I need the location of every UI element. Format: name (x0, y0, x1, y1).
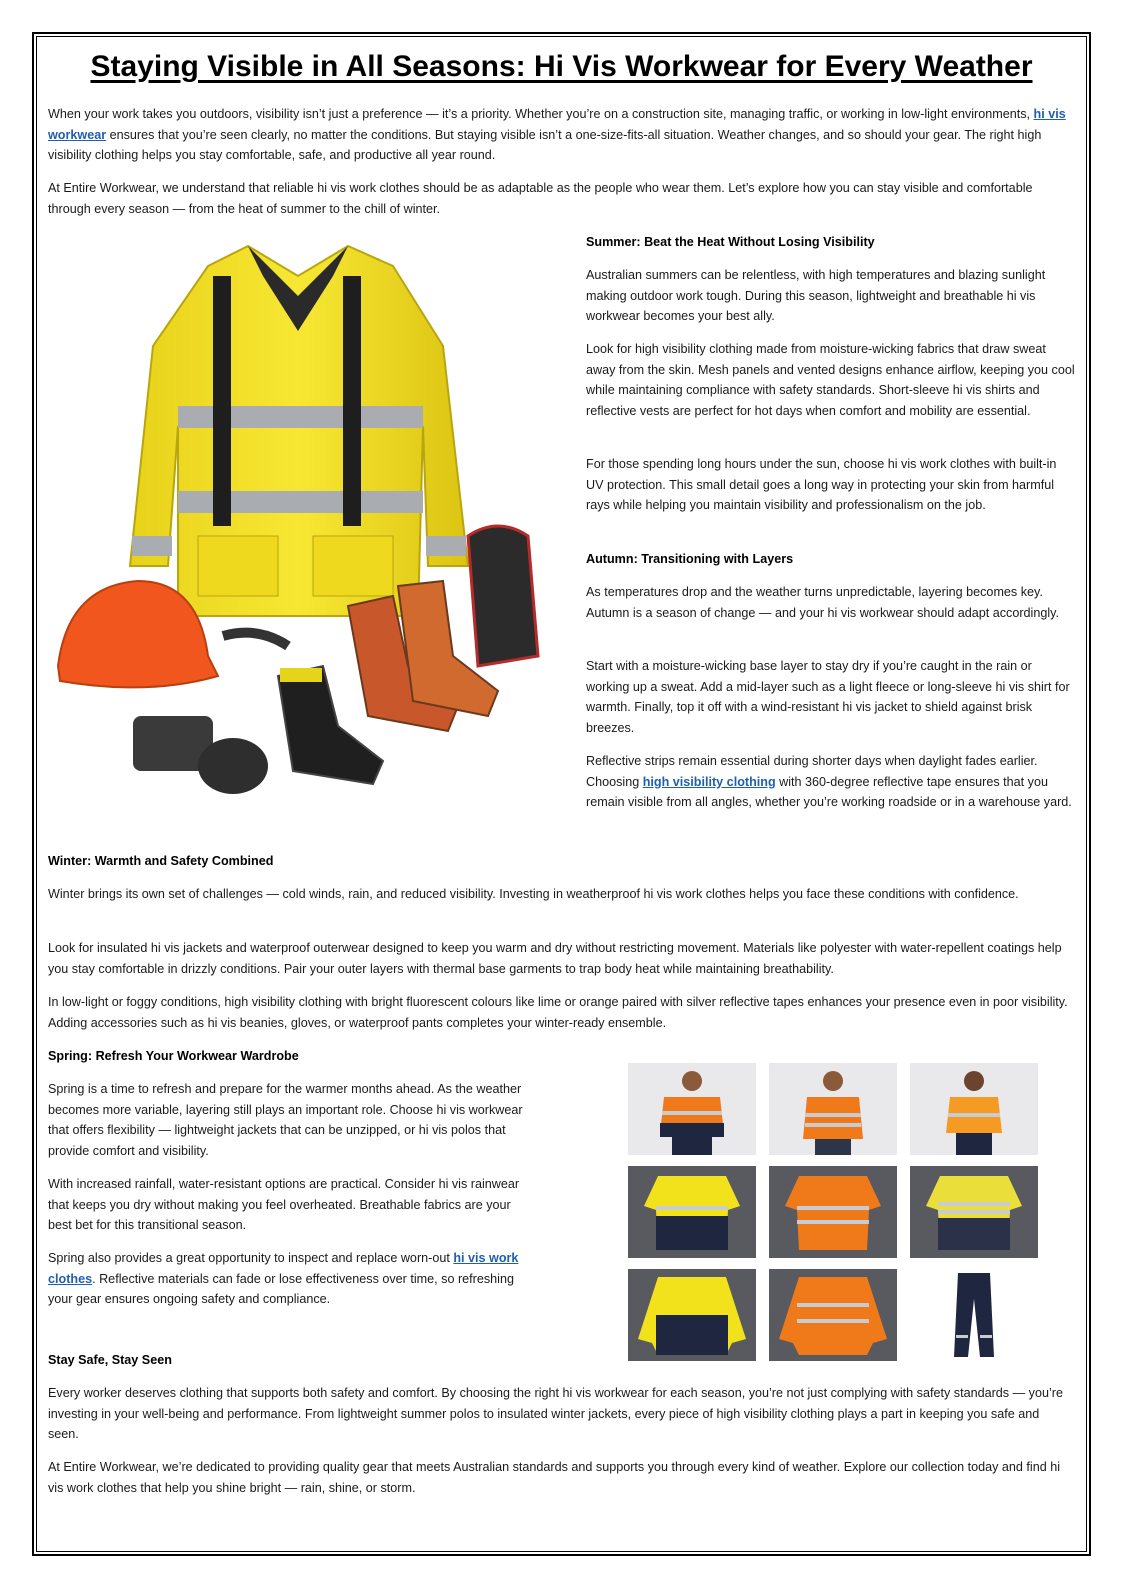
autumn-heading: Autumn: Transitioning with Layers (586, 552, 794, 566)
jacket-pocket-right (313, 536, 393, 596)
product-yellow-navy-shirt[interactable] (628, 1166, 756, 1258)
product-image-grid (628, 1063, 1038, 1363)
autumn-paragraph-1: As temperatures drop and the weather turns unpredictable, layering becomes key. Autumn is a season of change — and your hi vis workwear should adapt accordingly. (586, 585, 1059, 620)
product-orange-shirt[interactable] (769, 1166, 897, 1258)
intro-paragraph-2: At Entire Workwear, we understand that reliable hi vis work clothes should be as adaptable as the people who wear them. Let’s explore how you can stay visible and comfortable through every season — from the heat of summer to the chill of winter. (48, 181, 1033, 216)
summer-paragraph-2: Look for high visibility clothing made from moisture-wicking fabrics that draw sweat away from the skin. Mesh panels and vented designs enhance airflow, keeping you cool while maintaining compliance with safety standards. Short-sleeve hi vis shirts and reflective vests are perfect for hot days when comfort and mobility are essential. (586, 342, 1075, 418)
product-navy-pants[interactable] (910, 1269, 1038, 1361)
reflective-band-right-sleeve (426, 536, 466, 556)
intro-text-before: When your work takes you outdoors, visibility isn’t just a preference — it’s a priority. Whether you’re on a construction site, managing traffic, or working in low-light environments, (48, 107, 1034, 121)
winter-heading: Winter: Warmth and Safety Combined (48, 854, 274, 868)
product-model-orange-navy-shirt[interactable] (628, 1063, 756, 1155)
autumn-text-after: with 360-degree reflective tape ensures that you remain visible from all angles, whether you’re working roadside or in a warehouse yard. (586, 774, 1072, 810)
high-visibility-clothing-link[interactable]: high visibility clothing (642, 774, 776, 789)
safety-glasses (223, 633, 288, 646)
harness-strap-right (343, 276, 361, 526)
spring-text-after: . Reflective materials can fade or lose effectiveness over time, so refreshing your gear ensures ongoing safety and compliance. (48, 1271, 514, 1307)
summer-paragraph-1: Australian summers can be relentless, with high temperatures and blazing sunlight making outdoor work tough. During this season, lightweight and breathable hi vis workwear becomes your best ally. (586, 268, 1046, 324)
hi-vis-work-clothes-link[interactable]: hi vis work clothes (48, 1251, 519, 1286)
spring-paragraph-1: Spring is a time to refresh and prepare for the warmer months ahead. As the weather becomes more variable, layering still plays an important role. Choose hi vis workwear that offers flexibility — lightweight jackets that can be unzipped, or hi vis polos that provide comfort and visibility. (48, 1082, 523, 1158)
intro-paragraph-1 (48, 104, 1068, 166)
intro-text-after: ensures that you’re seen clearly, no matter the conditions. But staying visible isn’t a one-size-fits-all situation. Weather changes, and so should your gear. The right high visibility clothing helps you stay comfortable, safe, and productive all year round. (48, 127, 1042, 163)
closing-paragraph-1: Every worker deserves clothing that supports both safety and comfort. By choosing the right hi vis workwear for each season, you’re not just complying with safety standards — you’re investing in your well-being and performance. From lightweight summer polos to insulated winter jackets, every piece of high visibility clothing plays a part in keeping you safe and seen. (48, 1386, 1063, 1442)
product-model-female-orange-shirt[interactable] (910, 1063, 1038, 1155)
autumn-text-before: Reflective strips remain essential during shorter days when daylight fades earlier. Choosing (586, 754, 1038, 789)
hi-vis-workwear-link[interactable]: hi vis workwear (48, 107, 1066, 142)
closing-paragraph-2: At Entire Workwear, we’re dedicated to providing quality gear that meets Australian standards and supports you through every kind of weather. Explore our collection today and find hi vis work clothes that help you shine bright — rain, shine, or storm. (48, 1460, 1061, 1495)
winter-paragraph-3: In low-light or foggy conditions, high visibility clothing with bright fluorescent colours like lime or orange paired with silver reflective tapes enhances your presence even in poor visibility. Adding accessories such as hi vis beanies, gloves, or waterproof pants completes your winter-ready ensemble. (48, 995, 1068, 1030)
spring-paragraph-2: With increased rainfall, water-resistant options are practical. Consider hi vis rainwear that keeps you dry without making you feel overheated. Breathable fabrics are your best bet for this transitional season. (48, 1177, 520, 1233)
hero-workwear-illustration (48, 236, 560, 836)
page-title: Staying Visible in All Seasons: Hi Vis Workwear for Every Weather (90, 50, 1033, 83)
closing-heading: Stay Safe, Stay Seen (48, 1353, 172, 1367)
jacket-pocket-left (198, 536, 278, 596)
ear-muff-device (198, 738, 268, 794)
product-yellow-navy-shirt-2[interactable] (910, 1166, 1038, 1258)
spring-heading: Spring: Refresh Your Workwear Wardrobe (48, 1049, 299, 1063)
autumn-paragraph-2: Start with a moisture-wicking base layer to stay dry if you’re caught in the rain or working up a sweat. Add a mid-layer such as a light fleece or long-sleeve hi vis shirt for warmth. Finally, top it off with a wind-resistant hi vis jacket to shield against brisk breezes. (586, 659, 1070, 735)
spring-paragraph-3 (48, 1248, 538, 1310)
summer-heading: Summer: Beat the Heat Without Losing Visibility (586, 235, 875, 249)
harness-strap-left (213, 276, 231, 526)
product-orange-long-sleeve[interactable] (769, 1269, 897, 1361)
winter-paragraph-1: Winter brings its own set of challenges — cold winds, rain, and reduced visibility. Investing in weatherproof hi vis work clothes helps you face these conditions with confidence. (48, 887, 1019, 901)
spring-text-before: Spring also provides a great opportunity to inspect and replace worn-out (48, 1251, 454, 1265)
product-model-orange-shirt[interactable] (769, 1063, 897, 1155)
product-yellow-navy-long-sleeve[interactable] (628, 1269, 756, 1361)
reflective-band-left-sleeve (132, 536, 172, 556)
summer-paragraph-3: For those spending long hours under the sun, choose hi vis work clothes with built-in UV protection. This small detail goes a long way in protecting your skin from harmful rays while helping you maintain visibility and professionalism on the job. (586, 457, 1057, 513)
autumn-paragraph-3 (586, 751, 1076, 813)
winter-paragraph-2: Look for insulated hi vis jackets and waterproof outerwear designed to keep you warm and dry without restricting movement. Materials like polyester with water-repellent coatings help you stay comfortable in drizzly conditions. Pair your outer layers with thermal base garments to trap body heat while maintaining breathability. (48, 941, 1062, 976)
boot-yellow-trim (280, 668, 322, 682)
safety-harness-pack (468, 526, 538, 666)
